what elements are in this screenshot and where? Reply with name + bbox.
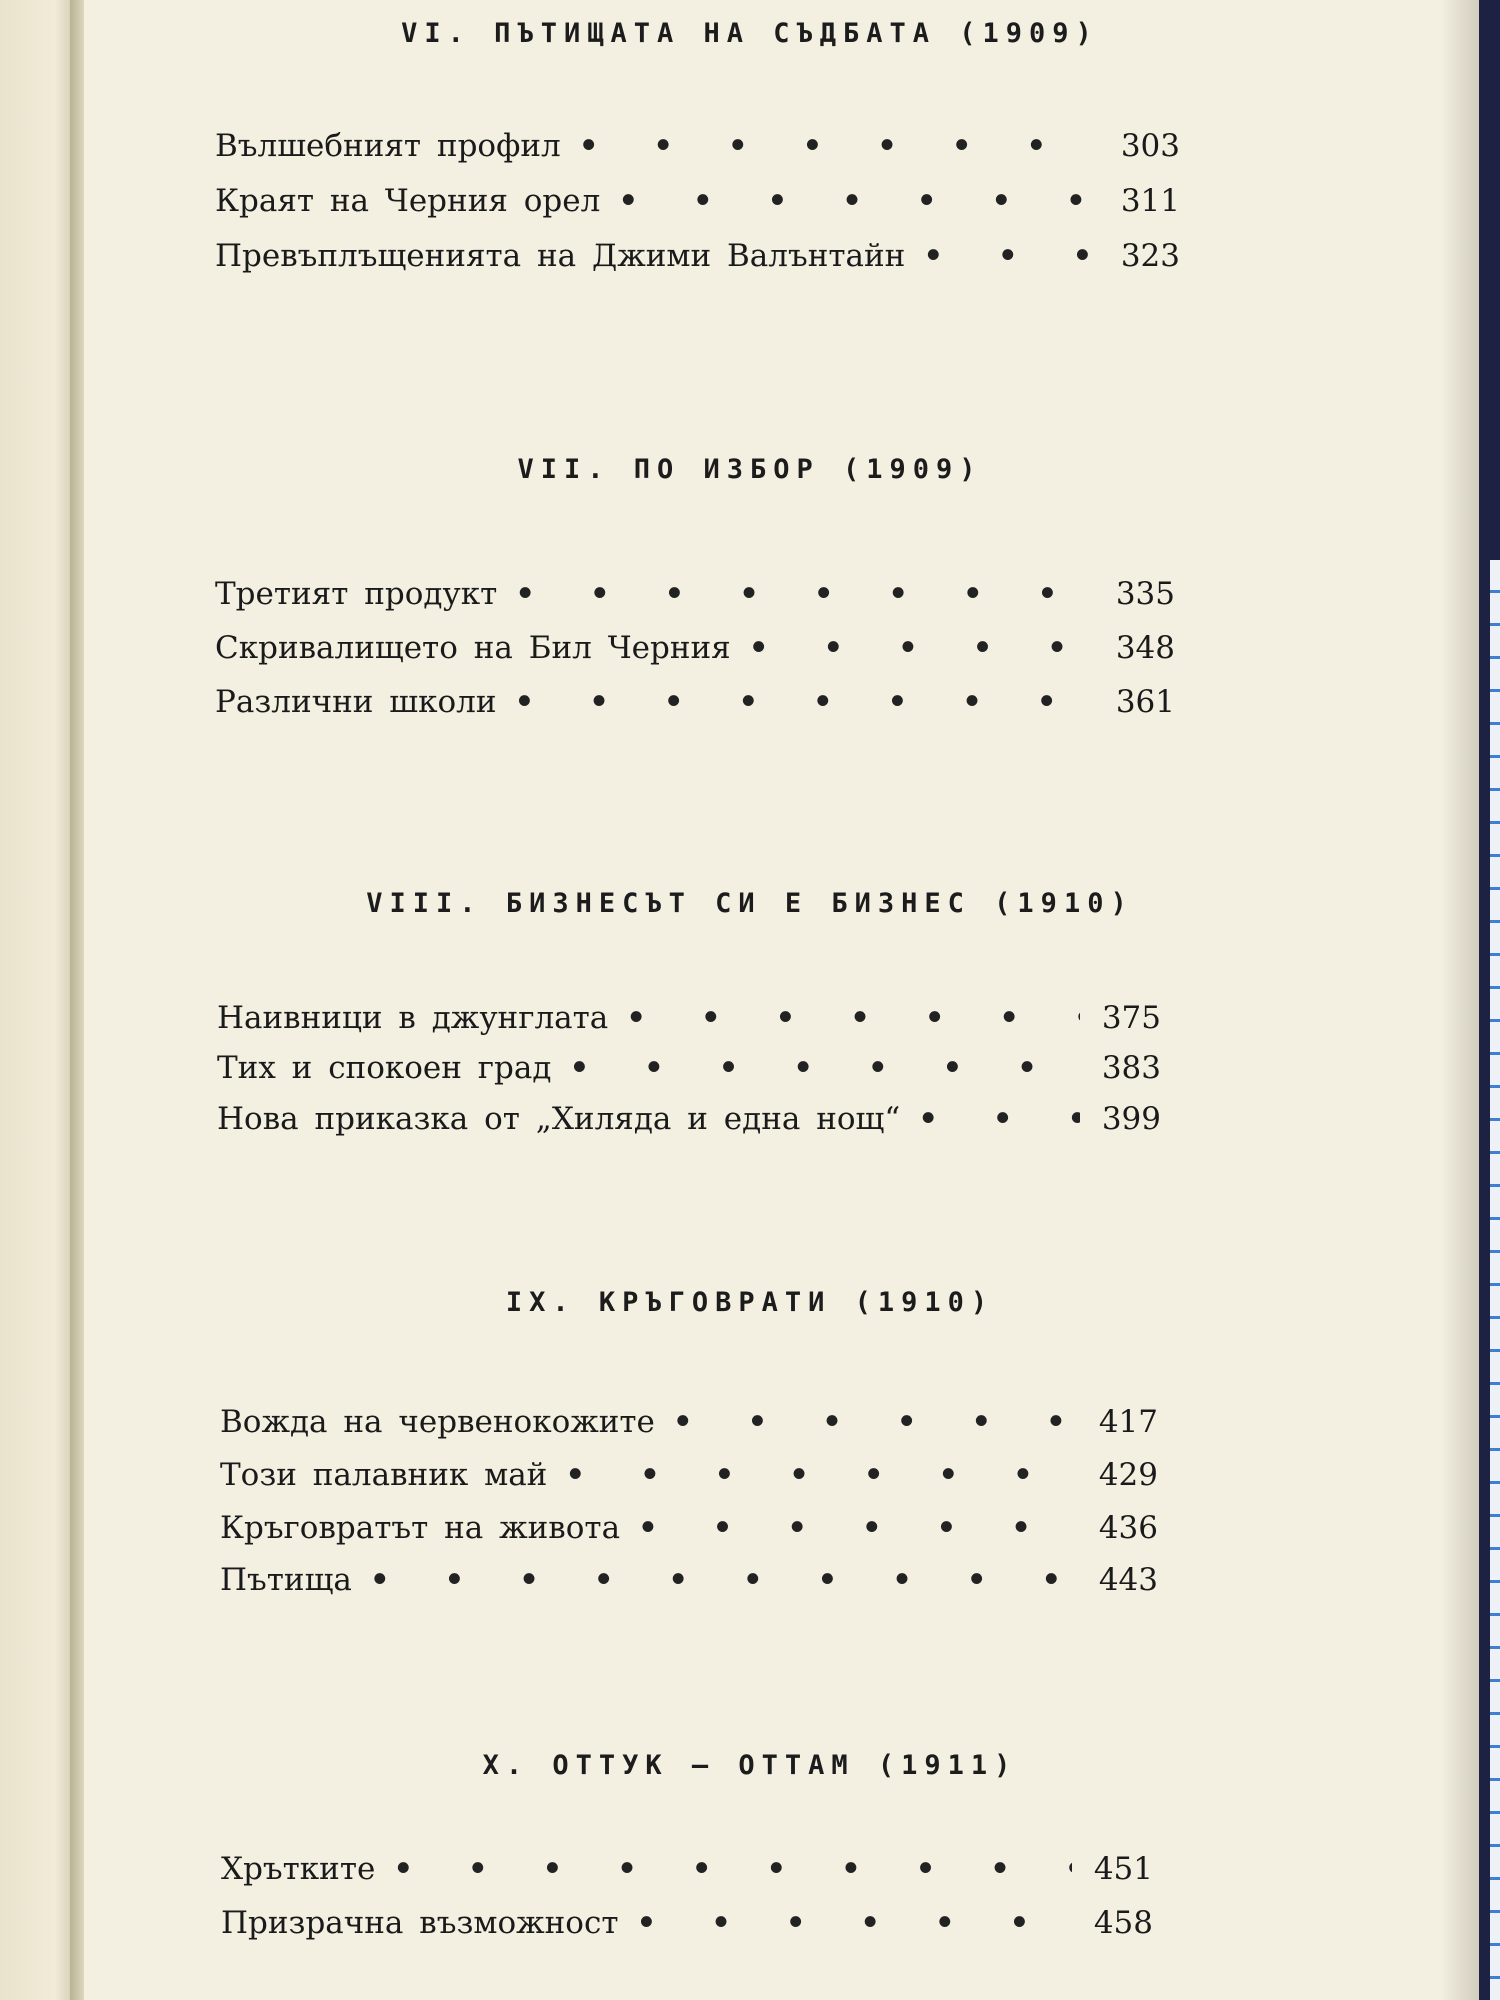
toc-entry[interactable]	[220, 1457, 1158, 1501]
entry-page: 348	[1115, 630, 1175, 666]
toc-entry[interactable]	[221, 1905, 1153, 1949]
section-title: VI. ПЪТИЩАТА НА СЪДБАТА (1909)	[401, 18, 1099, 49]
section-title: VIII. БИЗНЕСЪТ СИ Е БИЗНЕС (1910)	[366, 888, 1134, 919]
entry-title: Призрачна възможност	[221, 1905, 619, 1941]
entry-page: 311	[1120, 183, 1180, 219]
entry-page: 443	[1098, 1562, 1158, 1598]
toc-entry[interactable]	[215, 576, 1175, 620]
toc-entry[interactable]	[221, 1851, 1153, 1895]
entry-page: 375	[1101, 1000, 1161, 1036]
entry-title: Краят на Черния орел	[215, 183, 601, 219]
toc-entry[interactable]	[215, 128, 1180, 172]
toc-entry[interactable]	[217, 1101, 1161, 1145]
entry-page: 429	[1098, 1457, 1158, 1493]
toc-entry[interactable]	[217, 1000, 1161, 1044]
entry-page: 323	[1120, 238, 1180, 274]
entry-page: 303	[1120, 128, 1180, 164]
toc-entry[interactable]	[220, 1404, 1158, 1448]
entry-title: Хрътките	[221, 1851, 376, 1887]
leader-dots	[569, 1050, 1079, 1086]
entry-title: Различни школи	[215, 684, 497, 720]
section-title: X. ОТТУК — ОТТАМ (1911)	[482, 1750, 1018, 1781]
entry-page: 436	[1098, 1510, 1158, 1546]
section-title: VII. ПО ИЗБОР (1909)	[517, 454, 983, 485]
entry-title: Вожда на червенокожите	[220, 1404, 655, 1440]
leader-dots	[918, 1101, 1080, 1137]
entry-title: Скривалището на Бил Черния	[215, 630, 731, 666]
entry-page: 361	[1115, 684, 1175, 720]
leader-dots	[370, 1562, 1077, 1598]
leader-dots	[393, 1851, 1072, 1887]
toc-entry[interactable]	[220, 1510, 1158, 1554]
entry-title: Наивници в джунглата	[217, 1000, 609, 1036]
leader-dots	[923, 238, 1099, 274]
entry-title: Този палавник май	[220, 1457, 548, 1493]
leader-dots	[565, 1457, 1076, 1493]
entry-page: 417	[1098, 1404, 1158, 1440]
toc-entry[interactable]	[215, 684, 1175, 728]
entry-page: 451	[1093, 1851, 1153, 1887]
entry-title: Превъплъщенията на Джими Валънтайн	[215, 238, 906, 274]
entry-page: 335	[1115, 576, 1175, 612]
entry-title: Нова приказка от „Хиляда и една нощ“	[217, 1101, 901, 1137]
leader-dots	[618, 183, 1099, 219]
leader-dots	[579, 128, 1099, 164]
entry-title: Третият продукт	[215, 576, 498, 612]
toc-entry[interactable]	[215, 238, 1180, 282]
entry-title: Кръговратът на живота	[220, 1510, 621, 1546]
leader-dots	[626, 1000, 1080, 1036]
entry-title: Пътища	[220, 1562, 352, 1598]
entry-page: 458	[1093, 1905, 1153, 1941]
toc-entry[interactable]	[215, 183, 1180, 227]
toc-entry[interactable]	[220, 1562, 1158, 1606]
entry-page: 383	[1101, 1050, 1161, 1086]
leader-dots	[515, 576, 1094, 612]
leader-dots	[673, 1404, 1077, 1440]
leader-dots	[749, 630, 1094, 666]
entry-title: Тих и спокоен град	[217, 1050, 552, 1086]
toc-entry[interactable]	[217, 1050, 1161, 1094]
leader-dots	[636, 1905, 1071, 1941]
leader-dots	[638, 1510, 1077, 1546]
entry-title: Вълшебният профил	[215, 128, 561, 164]
entry-page: 399	[1101, 1101, 1161, 1137]
toc-entry[interactable]	[215, 630, 1175, 674]
section-title: IX. КРЪГОВРАТИ (1910)	[505, 1287, 995, 1318]
leader-dots	[515, 684, 1094, 720]
